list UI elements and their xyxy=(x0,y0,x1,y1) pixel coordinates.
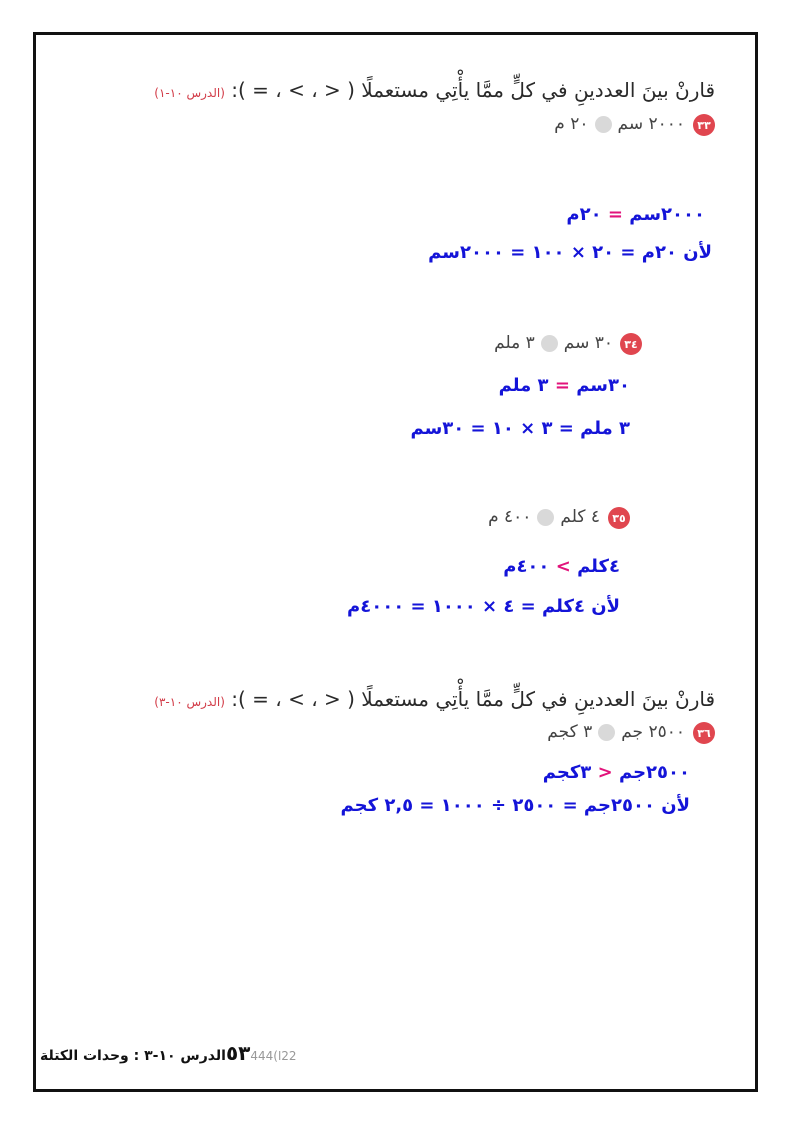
answer-36-right: ٣كجم xyxy=(542,762,592,783)
question-34-left: ٣٠ سم xyxy=(563,333,613,353)
answer-34-line-1 xyxy=(499,375,630,396)
answer-36-operator: < xyxy=(597,762,613,783)
section-1-heading xyxy=(154,78,715,102)
page-number: ٥٣ xyxy=(225,1041,251,1065)
page-footer xyxy=(40,1041,297,1065)
question-33-number: ٣٣ xyxy=(693,114,715,136)
answer-35-left: ٤كلم xyxy=(577,556,620,577)
question-36-number: ٣٦ xyxy=(693,722,715,744)
question-35 xyxy=(488,507,600,527)
question-33 xyxy=(554,114,685,134)
question-35-right: ٤٠٠ م xyxy=(488,507,532,527)
page-border xyxy=(33,32,758,1092)
answer-33-operator: = xyxy=(607,204,623,225)
answer-35-line-2: لأن ٤كلم = ٤ × ١٠٠٠ = ٤٠٠٠م xyxy=(347,596,620,617)
section-2-text: قارنْ بينَ العددينِ في كلٍّ ممَّا يأْتِي مستعملًا ( < ، > ، = ): xyxy=(231,687,715,711)
answer-34-right: ٣ ملم xyxy=(498,375,549,396)
answer-33-left: ٢٠٠٠سم xyxy=(629,204,705,225)
question-34 xyxy=(494,333,613,353)
answer-34-operator: = xyxy=(554,375,570,396)
section-1-ref: (الدرس ١٠-١) xyxy=(154,86,225,100)
question-34-right: ٣ ملم xyxy=(494,333,535,353)
section-1-text: قارنْ بينَ العددينِ في كلٍّ ممَّا يأْتِي مستعملًا ( < ، > ، = ): xyxy=(231,78,715,102)
answer-36-line-2: لأن ٢٥٠٠جم = ٢٥٠٠ ÷ ١٠٠٠ = ٢,٥ كجم xyxy=(340,795,690,816)
answer-34-line-2: ٣ ملم = ٣ × ١٠ = ٣٠سم xyxy=(410,418,630,439)
answer-33-line-2: لأن ٢٠م = ٢٠ × ١٠٠ = ٢٠٠٠سم xyxy=(428,242,712,263)
question-35-left: ٤ كلم xyxy=(560,507,600,527)
answer-33-right: ٢٠م xyxy=(566,204,602,225)
comparison-blank[interactable] xyxy=(537,509,554,526)
section-2-heading xyxy=(154,687,715,711)
comparison-blank[interactable] xyxy=(595,116,612,133)
answer-35-operator: > xyxy=(555,556,571,577)
section-2-ref: (الدرس ١٠-٣) xyxy=(154,695,225,709)
question-33-right: ٢٠ م xyxy=(554,114,589,134)
answer-35-line-1 xyxy=(503,556,620,577)
answer-34-left: ٣٠سم xyxy=(576,375,630,396)
answer-35-right: ٤٠٠م xyxy=(503,556,550,577)
footer-faint-left: 22ا) xyxy=(273,1049,297,1063)
question-35-number: ٣٥ xyxy=(608,507,630,529)
answer-33-line-1 xyxy=(566,204,705,225)
question-36 xyxy=(547,722,685,742)
footer-faint-right: 444 xyxy=(250,1049,274,1063)
comparison-blank[interactable] xyxy=(541,335,558,352)
question-33-left: ٢٠٠٠ سم xyxy=(617,114,685,134)
comparison-blank[interactable] xyxy=(598,724,615,741)
footer-lesson-title: الدرس ١٠-٣ : وحدات الكتلة xyxy=(40,1048,226,1064)
answer-36-left: ٢٥٠٠جم xyxy=(618,762,690,783)
question-36-left: ٢٥٠٠ جم xyxy=(621,722,685,742)
question-36-right: ٣ كجم xyxy=(547,722,593,742)
answer-36-line-1 xyxy=(543,762,690,783)
question-34-number: ٣٤ xyxy=(620,333,642,355)
